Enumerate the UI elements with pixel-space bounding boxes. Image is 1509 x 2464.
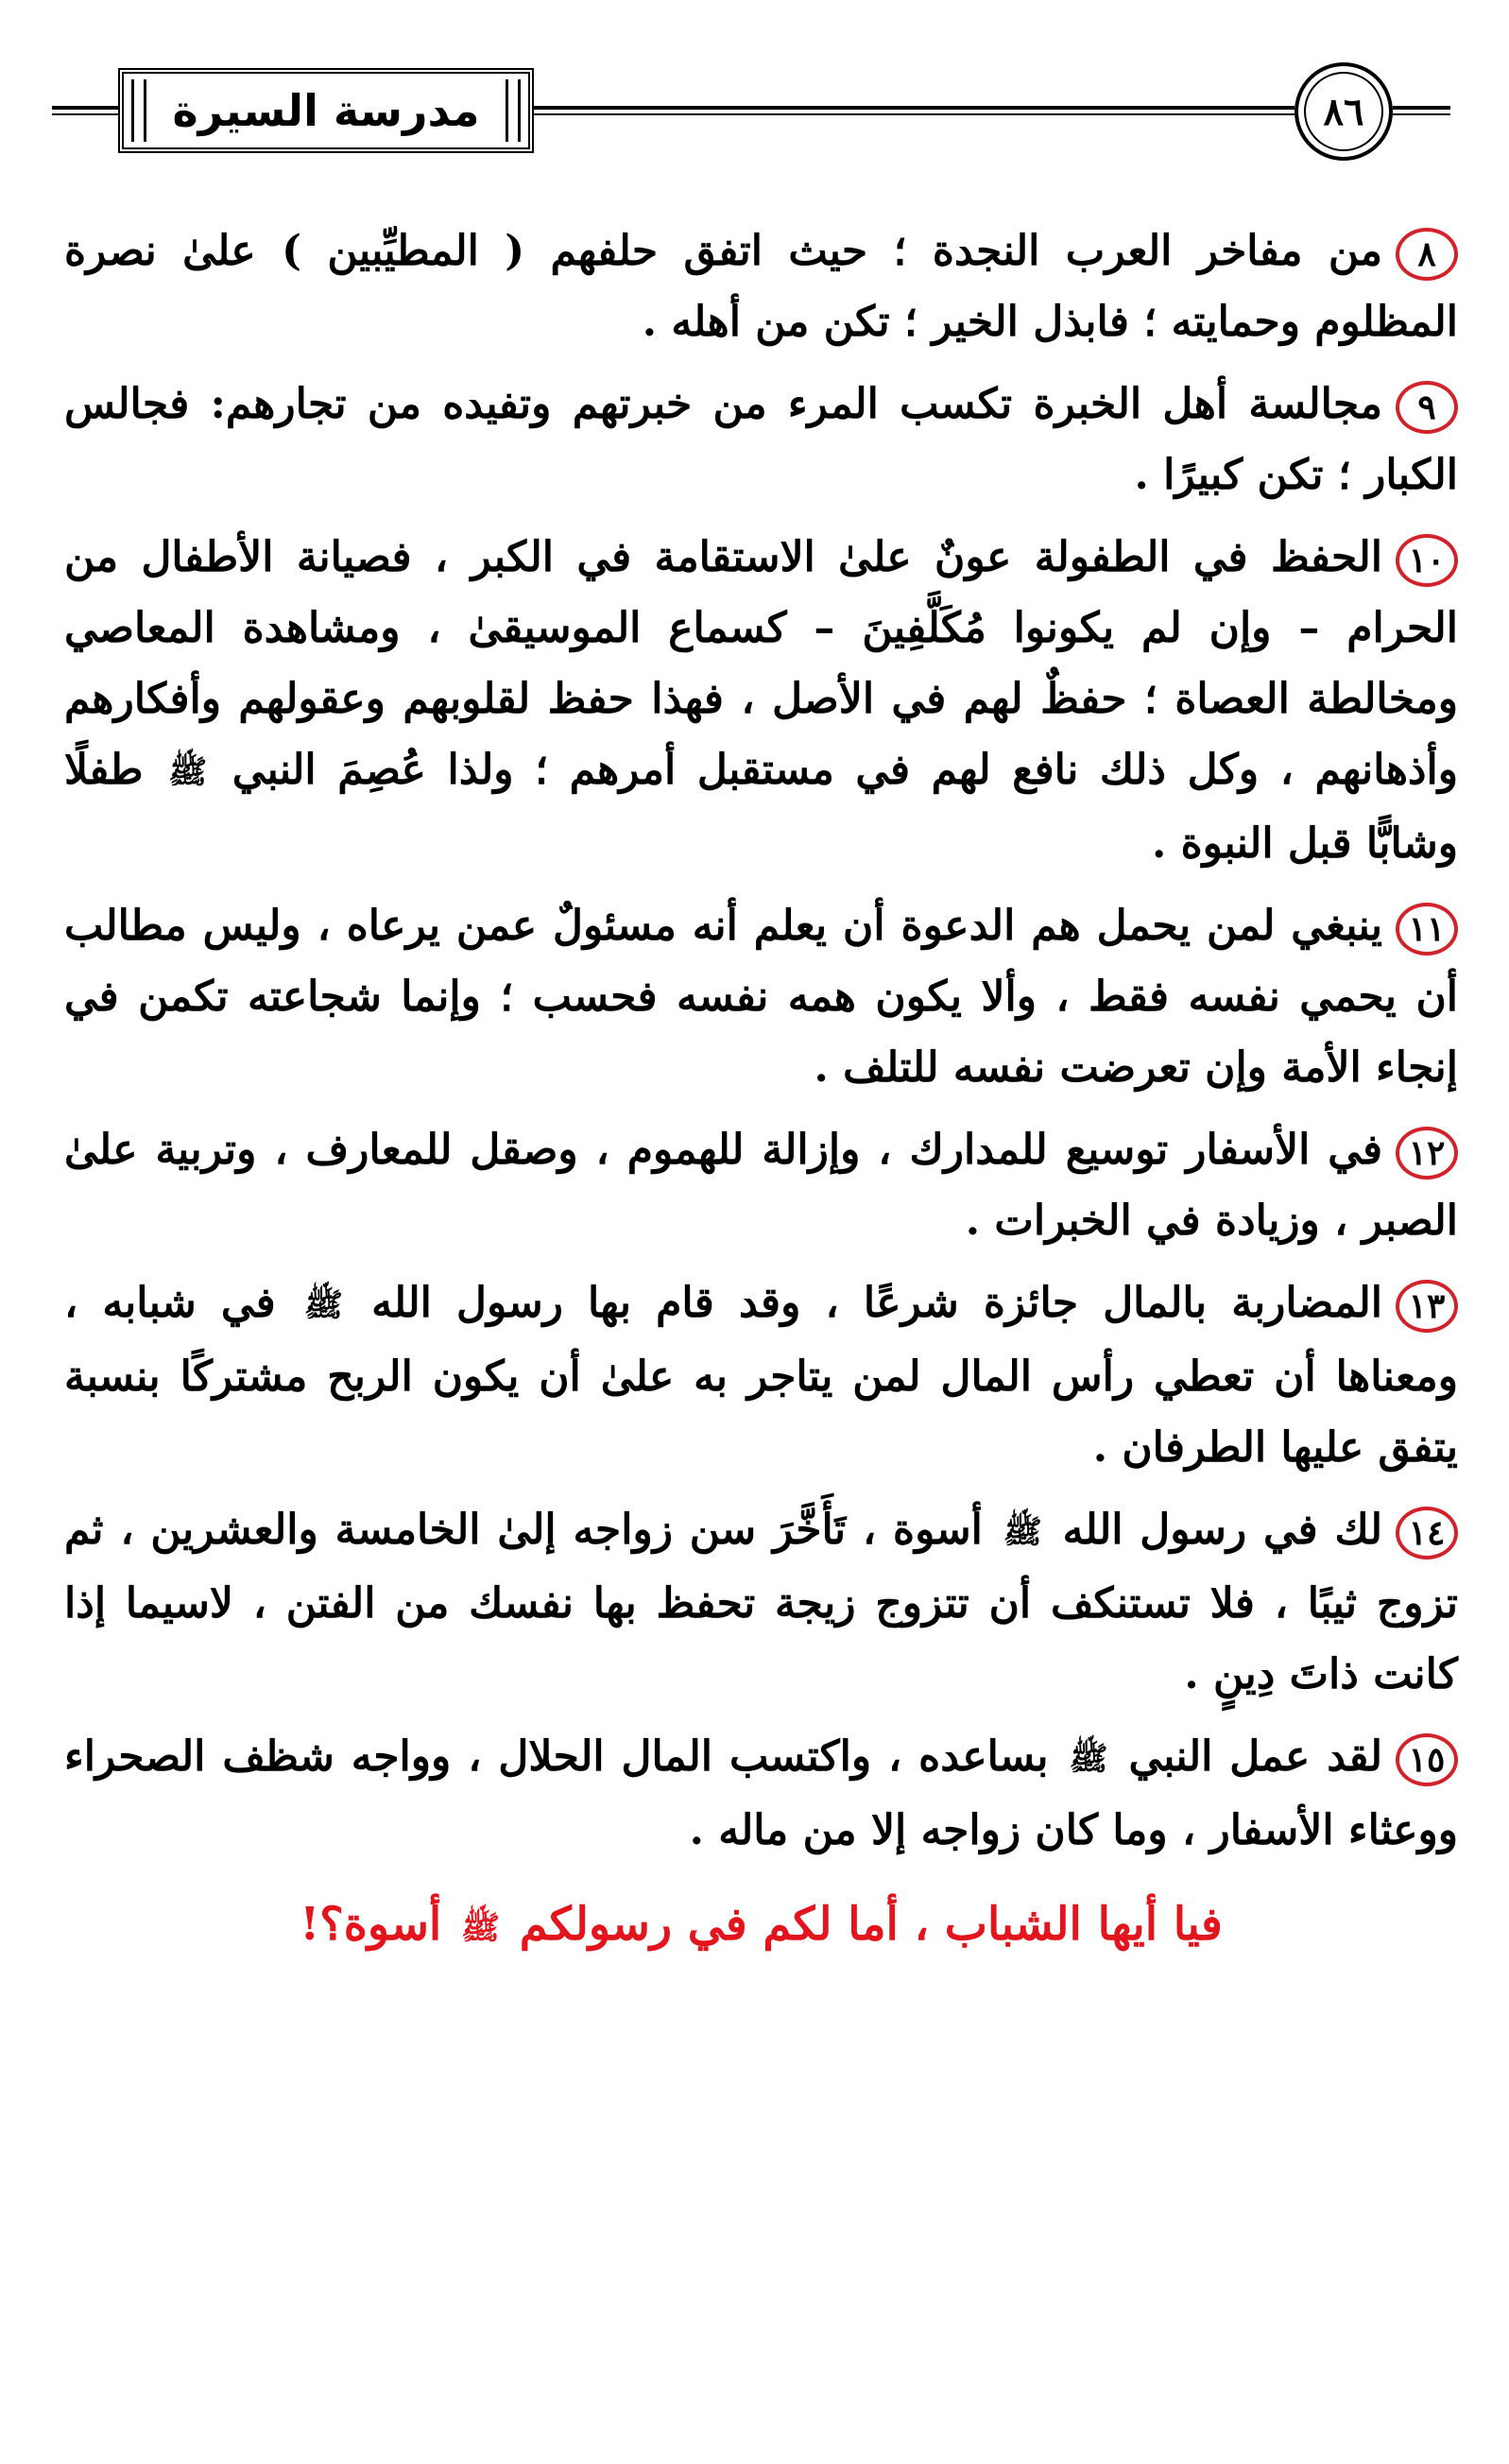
- item-number-12: ١٢: [1396, 1127, 1458, 1180]
- item-number-8: ٨: [1396, 228, 1458, 281]
- paragraph-9: [64, 369, 1458, 510]
- paragraph-text-continued: في شبابه ، ومعناها أن تعطي رأس المال لمن يتاجر به علىٰ أن يكون الربح مشتركًا بنسبة يتفق عليها الطرفان .: [64, 1279, 1458, 1472]
- paragraph-text: الحفظ في الطفولة عونٌ علىٰ الاستقامة في الكبر ، فصيانة الأطفال من الحرام – وإن لم يكونوا مُكَلَّفِينَ – كسماع الموسيقىٰ ، ومشاهدة المعاصي ومخالطة العصاة ؛ حفظٌ لهم في الأصل ، فهذا حفظ لقلوبهم وعقولهم وأفكارهم وأذهانهم ، وكل ذلك نافع لهم في مستقبل أمرهم ؛ ولذا عُصِمَ النبي: [64, 533, 1458, 794]
- item-number-11: ١١: [1396, 903, 1458, 956]
- salawat-glyph: ﷺ: [168, 753, 208, 791]
- paragraph-11: [64, 890, 1458, 1103]
- header-rule-left: [52, 106, 118, 110]
- page-body: [64, 215, 1458, 1966]
- paragraph-text: في الأسفار توسيع للمدارك ، وإزالة للهموم ، وصقل للمعارف ، وتربية علىٰ الصبر ، وزيادة في الخبرات .: [64, 1126, 1458, 1245]
- paragraph-14: [64, 1494, 1458, 1710]
- page-number-badge: [1295, 62, 1393, 161]
- paragraph-text: ينبغي لمن يحمل هم الدعوة أن يعلم أنه مسئولٌ عمن يرعاه ، وليس مطالب أن يحمي نفسه فقط ، وألا يكون همه نفسه فحسب ؛ وإنما شجاعته تكمن في إنجاء الأمة وإن تعرضت نفسه للتلف .: [64, 902, 1458, 1092]
- paragraph-8: [64, 215, 1458, 357]
- paragraph-text-continued: طفلًا وشابًّا قبل النبوة .: [64, 746, 1458, 868]
- paragraph-15: [64, 1721, 1458, 1866]
- header-rule-right-thin: [1393, 113, 1450, 115]
- item-number-10: ١٠: [1396, 534, 1458, 587]
- header-rule-left-thin: [52, 113, 118, 115]
- salawat-glyph: ﷺ: [1003, 1513, 1042, 1551]
- page-header: [52, 57, 1450, 170]
- header-rule-middle-thin: [534, 113, 1295, 115]
- paragraph-text: من مفاخر العرب النجدة ؛ حيث اتفق حلفهم ( المطيِّبين ) علىٰ نصرة المظلوم وحمايته ؛ فابذل الخير ؛ تكن من أهله .: [64, 227, 1458, 346]
- paragraph-text-continued: أسوة ، تَأَخَّرَ سن زواجه إلىٰ الخامسة والعشرين ، ثم تزوج ثيبًا ، فلا تستنكف أن تتزوج زيجة تحفظ بها نفسك من الفتن ، لاسيما إذا كانت ذاتَ دِينٍ .: [64, 1506, 1458, 1698]
- item-number-13: ١٣: [1396, 1280, 1458, 1333]
- book-title-frame: [118, 68, 534, 153]
- paragraph-text: المضاربة بالمال جائزة شرعًا ، وقد قام بها رسول الله: [371, 1279, 1382, 1327]
- closing-text: فيا أيها الشباب ، أما لكم في رسولكم: [519, 1898, 1223, 1951]
- header-rule-right: [1393, 106, 1450, 110]
- paragraph-13: [64, 1267, 1458, 1483]
- page-number: ٨٦: [1323, 89, 1364, 134]
- header-rule-middle: [534, 106, 1295, 110]
- book-title: مدرسة السيرة: [172, 85, 480, 136]
- paragraph-text: مجالسة أهل الخبرة تكسب المرء من خبرتهم وتفيده من تجارهم: فجالس الكبار ؛ تكن كبيرًا .: [64, 380, 1458, 499]
- closing-text-end: أسوة؟!: [300, 1898, 442, 1951]
- salawat-glyph: ﷺ: [303, 1286, 343, 1324]
- paragraph-text: لك في رسول الله: [1062, 1506, 1382, 1554]
- paragraph-12: [64, 1114, 1458, 1256]
- paragraph-10: [64, 522, 1458, 879]
- salawat-glyph: ﷺ: [1069, 1740, 1108, 1778]
- item-number-9: ٩: [1396, 381, 1458, 434]
- item-number-15: ١٥: [1396, 1733, 1458, 1786]
- salawat-glyph: ﷺ: [460, 1908, 501, 1947]
- paragraph-text: لقد عمل النبي: [1128, 1732, 1382, 1781]
- closing-exhortation: [64, 1887, 1458, 1966]
- item-number-14: ١٤: [1396, 1507, 1458, 1559]
- paragraph-text-continued: بساعده ، واكتسب المال الحلال ، وواجه شظف الصحراء ووعثاء الأسفار ، وما كان زواجه إلا من ماله .: [64, 1732, 1458, 1854]
